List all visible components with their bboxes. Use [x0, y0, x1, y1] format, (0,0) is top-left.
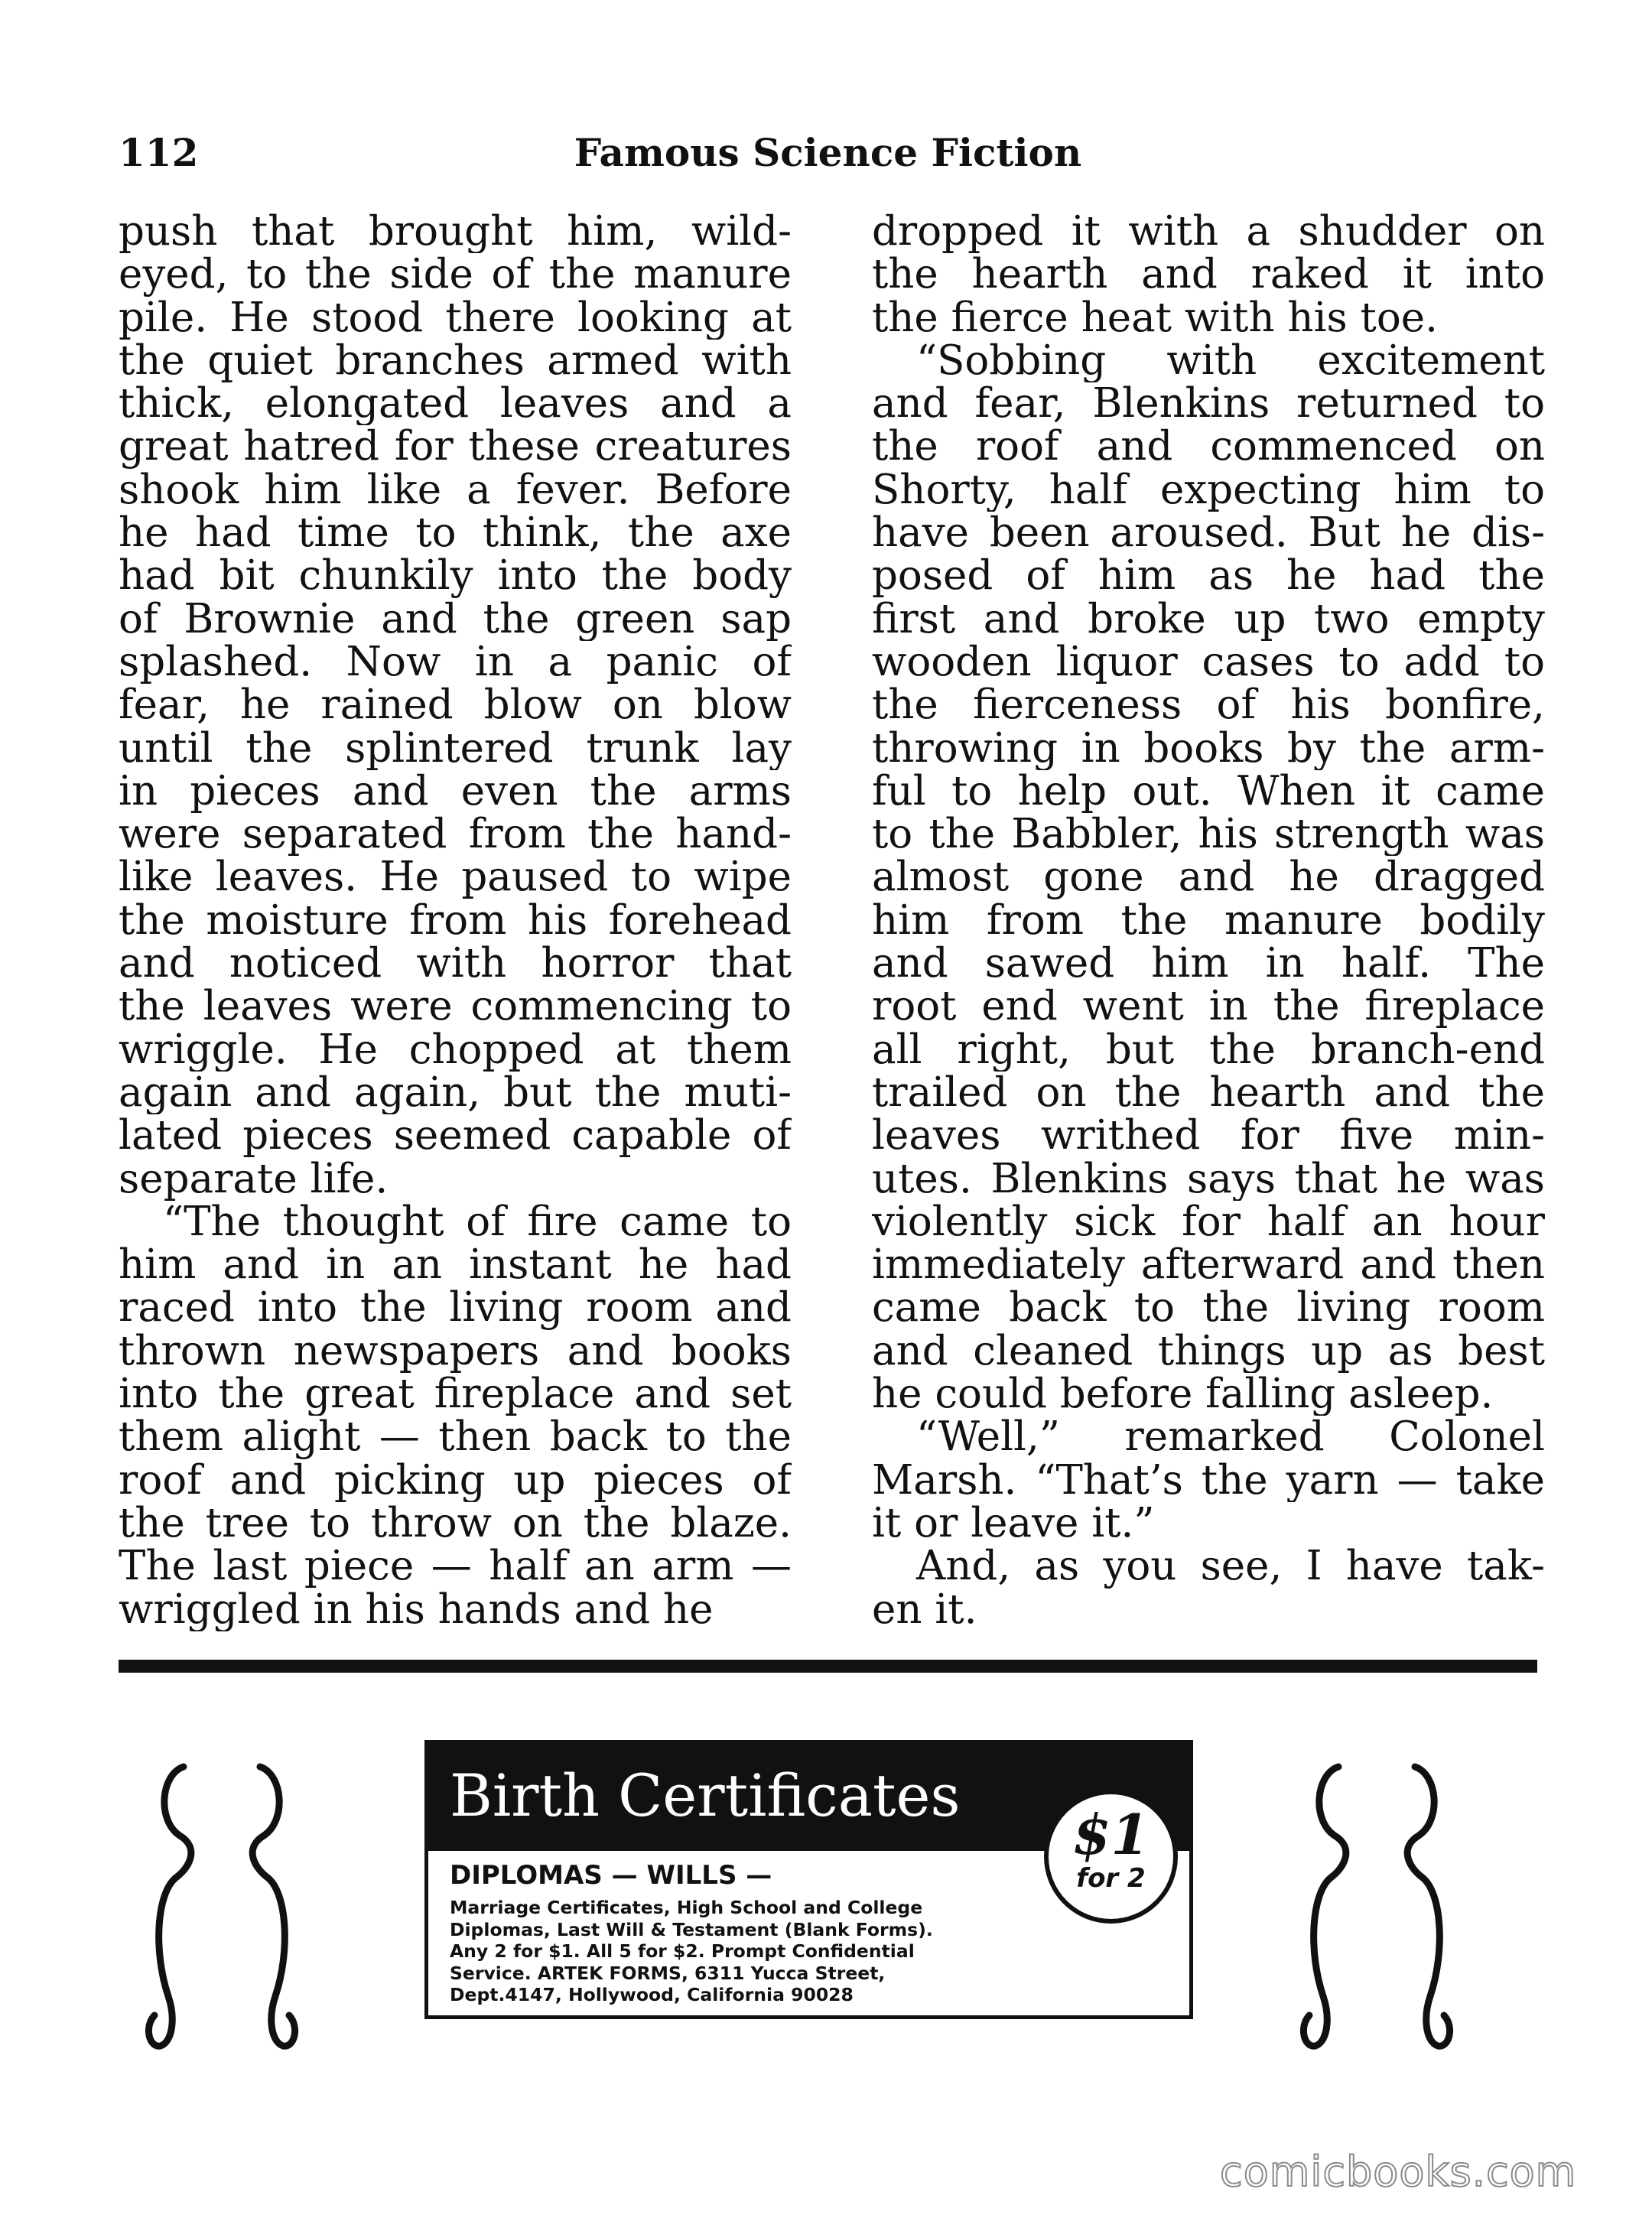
text-line: into the great fireplace and set: [119, 1373, 792, 1416]
text-line: first and broke up two empty: [872, 597, 1545, 641]
left-text-column: [119, 210, 792, 1631]
text-line: raced into the living room and: [119, 1286, 792, 1330]
text-line: root end went in the fireplace: [872, 985, 1545, 1029]
text-line: him from the manure bodily: [872, 899, 1545, 943]
text-line: pile. He stood there looking at: [119, 296, 792, 340]
text-line: leaves writhed for five min-: [872, 1114, 1545, 1158]
text-line: came back to the living room: [872, 1286, 1545, 1330]
ad-body-line: Service. ARTEK FORMS, 6311 Yucca Street,: [450, 1962, 886, 1984]
text-line: the quiet branches armed with: [119, 339, 792, 383]
badge-price: $1: [1072, 1802, 1150, 1867]
ad-body-line: Any 2 for $1. All 5 for $2. Prompt Confidential: [450, 1940, 915, 1962]
text-line: to the Babbler, his strength was: [872, 813, 1545, 857]
text-line: fear, he rained blow on blow: [119, 684, 792, 727]
text-line: and noticed with horror that: [119, 942, 792, 986]
ad-body: [450, 1897, 1176, 2006]
text-line: ful to help out. When it came: [872, 769, 1545, 814]
text-line: thick, elongated leaves and a: [119, 382, 792, 426]
text-line: the tree to throw on the blaze.: [119, 1501, 792, 1546]
scroll-ornament-right-icon: [1293, 1751, 1461, 2057]
text-line: wriggle. He chopped at them: [119, 1028, 792, 1072]
text-line: again and again, but the muti-: [119, 1071, 792, 1115]
text-line: the hearth and raked it into: [872, 253, 1545, 297]
text-line: lated pieces seemed capable of: [119, 1114, 792, 1158]
text-line: trailed on the hearth and the: [872, 1071, 1545, 1115]
text-line: “The thought of fire came to: [163, 1200, 792, 1244]
text-line: like leaves. He paused to wipe: [119, 856, 792, 899]
text-line: until the splintered trunk lay: [119, 727, 792, 770]
text-line: en it.: [872, 1588, 977, 1631]
text-line: the fierce heat with his toe.: [872, 296, 1438, 340]
page-header: [119, 130, 1537, 184]
text-line: have been aroused. But he dis-: [872, 512, 1545, 555]
text-line: he had time to think, the axe: [119, 512, 792, 555]
text-line: immediately afterward and then: [872, 1244, 1545, 1287]
text-line: and sawed him in half. The: [872, 942, 1545, 986]
text-line: the roof and commenced on: [872, 425, 1545, 469]
badge-sub: for 2: [1076, 1863, 1146, 1894]
text-line: the fierceness of his bonfire,: [872, 684, 1545, 727]
text-line: all right, but the branch-end: [872, 1028, 1545, 1072]
scroll-ornament-left-icon: [138, 1751, 306, 2057]
text-line: Marsh. “That’s the yarn — take: [872, 1459, 1545, 1502]
text-line: were separated from the hand-: [119, 813, 792, 857]
right-text-column: [872, 210, 1545, 1631]
text-line: roof and picking up pieces of: [119, 1459, 792, 1502]
text-line: throwing in books by the arm-: [872, 727, 1545, 770]
text-line: violently sick for half an hour: [872, 1200, 1545, 1244]
ad-body-line: Dept.4147, Hollywood, California 90028: [450, 1984, 854, 2005]
text-line: splashed. Now in a panic of: [119, 640, 792, 685]
text-line: the moisture from his forehead: [119, 899, 792, 943]
text-line: Shorty, half expecting him to: [872, 468, 1545, 512]
text-line: and fear, Blenkins returned to: [872, 382, 1545, 426]
text-line: wooden liquor cases to add to: [872, 640, 1545, 685]
text-line: thrown newspapers and books: [119, 1329, 792, 1374]
text-line: he could before falling asleep.: [872, 1373, 1494, 1416]
text-line: had bit chunkily into the body: [119, 554, 792, 598]
page-number: 112: [119, 130, 199, 175]
ad-body-line: Marriage Certificates, High School and College: [450, 1897, 923, 1918]
text-line: The last piece — half an arm —: [119, 1545, 792, 1589]
text-line: shook him like a fever. Before: [119, 468, 792, 512]
text-line: them alight — then back to the: [119, 1416, 792, 1459]
text-line: it or leave it.”: [872, 1501, 1155, 1546]
text-line: utes. Blenkins says that he was: [872, 1157, 1545, 1201]
text-line: great hatred for these creatures: [119, 425, 792, 469]
text-line: the leaves were commencing to: [119, 985, 792, 1029]
text-line: “Well,” remarked Colonel: [916, 1416, 1545, 1459]
text-line: in pieces and even the arms: [119, 769, 792, 814]
watermark: comicbooks.com: [1220, 2148, 1577, 2196]
text-line: of Brownie and the green sap: [119, 597, 792, 641]
text-line: eyed, to the side of the manure: [119, 253, 792, 297]
text-line: And, as you see, I have tak-: [916, 1545, 1545, 1589]
text-line: push that brought him, wild-: [119, 210, 792, 254]
ad-body-line: Diplomas, Last Will & Testament (Blank Forms).: [450, 1918, 933, 1940]
text-line: almost gone and he dragged: [872, 856, 1545, 899]
ad-title: Birth Certificates: [450, 1761, 961, 1829]
section-divider-rule: [119, 1660, 1537, 1673]
text-line: him and in an instant he had: [119, 1244, 792, 1287]
text-line: and cleaned things up as best: [872, 1329, 1545, 1374]
ad-subtitle: DIPLOMAS — WILLS —: [450, 1860, 772, 1891]
running-title: Famous Science Fiction: [574, 130, 1082, 175]
text-line: separate life.: [119, 1157, 389, 1201]
text-line: posed of him as he had the: [872, 554, 1545, 598]
text-line: wriggled in his hands and he: [119, 1588, 714, 1631]
text-line: dropped it with a shudder on: [872, 210, 1545, 254]
text-line: “Sobbing with excitement: [916, 339, 1545, 383]
birth-certificates-ad: [424, 1740, 1193, 2019]
